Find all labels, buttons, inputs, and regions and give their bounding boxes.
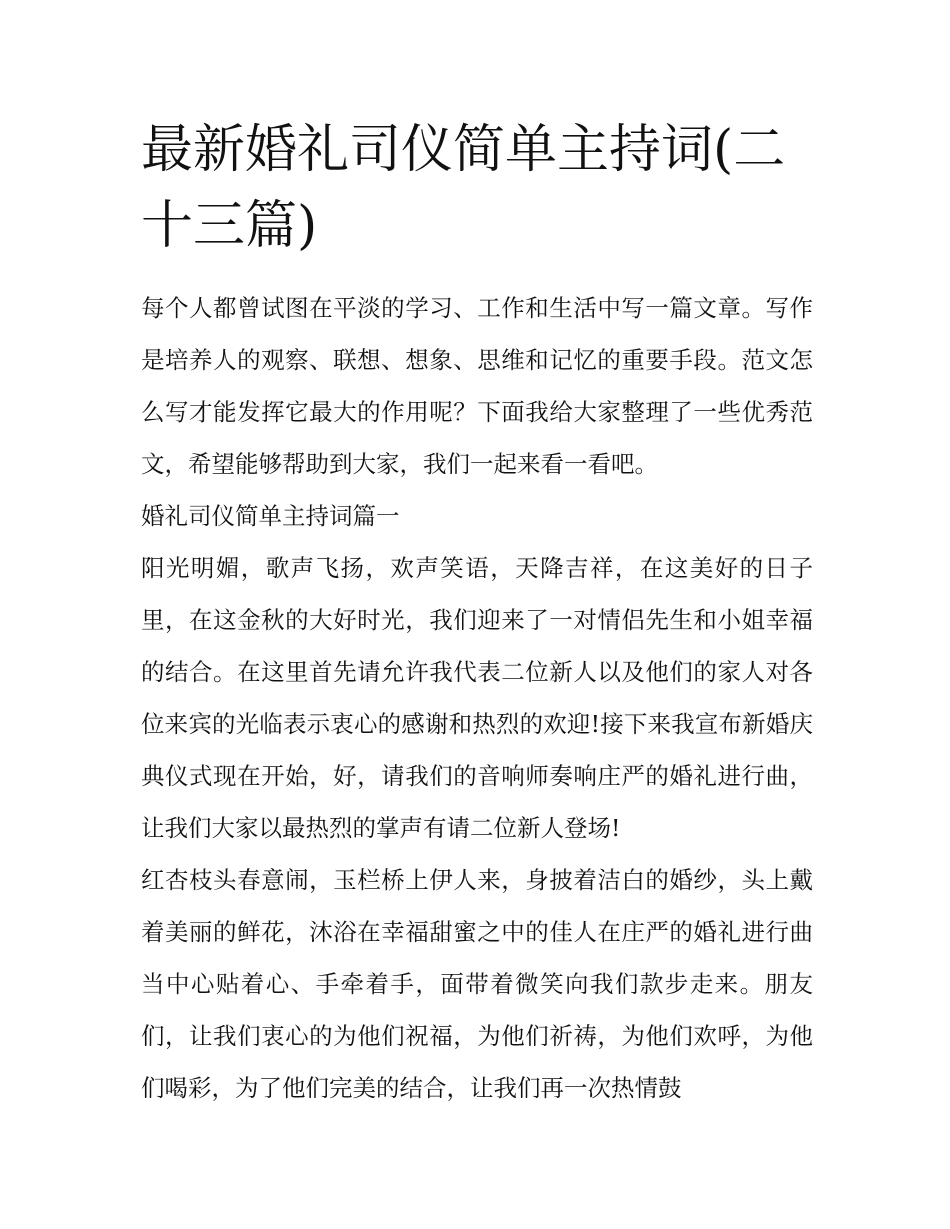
document-title: 最新婚礼司仪简单主持词(二十三篇) (141, 120, 786, 256)
intro-paragraph: 每个人都曾试图在平淡的学习、工作和生活中写一篇文章。写作是培养人的观察、联想、想象、思维和记忆的重要手段。范文怎么写才能发挥它最大的作用呢？下面我给大家整理了一些优秀范文，希望能够帮助到大家，我们一起来看一看吧。 (141, 294, 813, 478)
body-paragraph: 红杏枝头春意闹，玉栏桥上伊人来，身披着洁白的婚纱，头上戴着美丽的鲜花，沐浴在幸福甜蜜之中的佳人在庄严的婚礼进行曲当中心贴着心、手牵着手，面带着微笑向我们款步走来。朋友们，让我们衷心的为他们祝福，为他们祈祷，为他们欢呼，为他们喝彩，为了他们完美的结合，让我们再一次热情鼓 (141, 866, 813, 1102)
section-heading: 婚礼司仪简单主持词篇一 (141, 502, 400, 530)
document-body (141, 112, 813, 1114)
body-paragraph: 阳光明媚，歌声飞扬，欢声笑语，天降吉祥，在这美好的日子里，在这金秋的大好时光，我们迎来了一对情侣先生和小姐幸福的结合。在这里首先请允许我代表二位新人以及他们的家人对各位来宾的光临表示衷心的感谢和热烈的欢迎!接下来我宣布新婚庆典仪式现在开始，好，请我们的音响师奏响庄严的婚礼进行曲，让我们大家以最热烈的掌声有请二位新人登场! (141, 554, 813, 842)
